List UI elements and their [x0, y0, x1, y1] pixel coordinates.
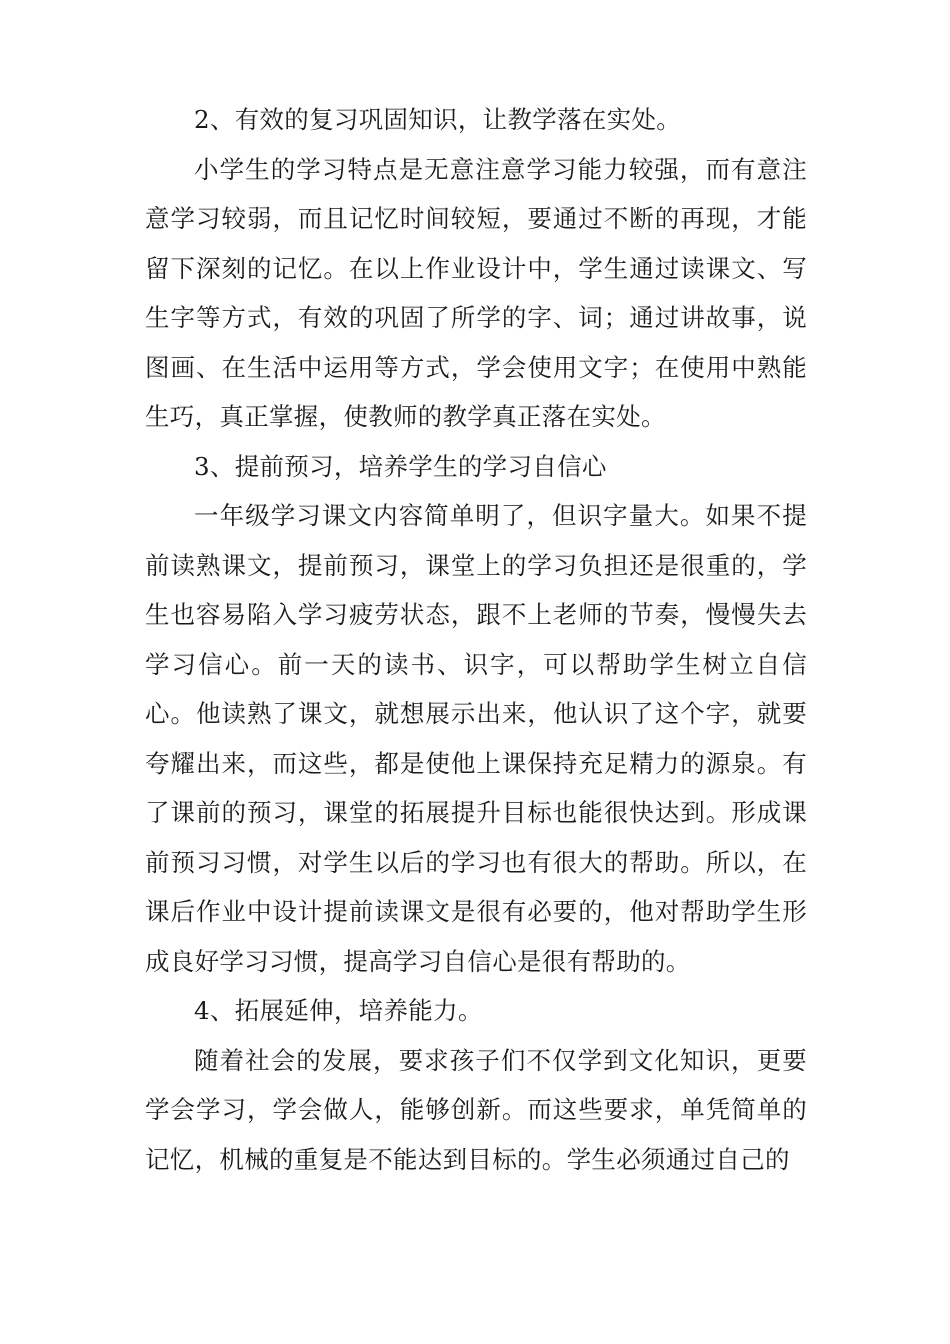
paragraph-review: 小学生的学习特点是无意注意学习能力较强，而有意注意学习较弱，而且记忆时间较短，要通过不断的再现，才能留下深刻的记忆。在以上作业设计中，学生通过读课文、写生字等方式，有效的巩固了所学的字、词；通过讲故事，说图画、在生活中运用等方式，学会使用文字；在使用中熟能生巧，真正掌握，使教师的教学真正落在实处。 — [145, 154, 807, 431]
section-heading-3: 3、提前预习，培养学生的学习自信心 — [194, 451, 607, 481]
section-heading-4: 4、拓展延伸，培养能力。 — [194, 996, 483, 1025]
paragraph-extension: 随着社会的发展，要求孩子们不仅学到文化知识，更要学会学习，学会做人，能够创新。而这些要求，单凭简单的记忆，机械的重复是不能达到目标的。学生必须通过自己的 — [145, 1045, 807, 1174]
document-body — [145, 95, 807, 1184]
section-heading-2: 2、有效的复习巩固知识，让教学落在实处。 — [194, 105, 682, 134]
paragraph-preview: 一年级学习课文内容简单明了，但识字量大。如果不提前读熟课文，提前预习，课堂上的学习负担还是很重的，学生也容易陷入学习疲劳状态，跟不上老师的节奏，慢慢失去学习信心。前一天的读书、识字，可以帮助学生树立自信心。他读熟了课文，就想展示出来，他认识了这个字，就要夸耀出来，而这些，都是使他上课保持充足精力的源泉。有了课前的预习，课堂的拓展提升目标也能很快达到。形成课前预习习惯，对学生以后的学习也有很大的帮助。所以，在课后作业中设计提前读课文是很有必要的，他对帮助学生形成良好学习习惯，提高学习自信心是很有帮助的。 — [145, 501, 807, 976]
